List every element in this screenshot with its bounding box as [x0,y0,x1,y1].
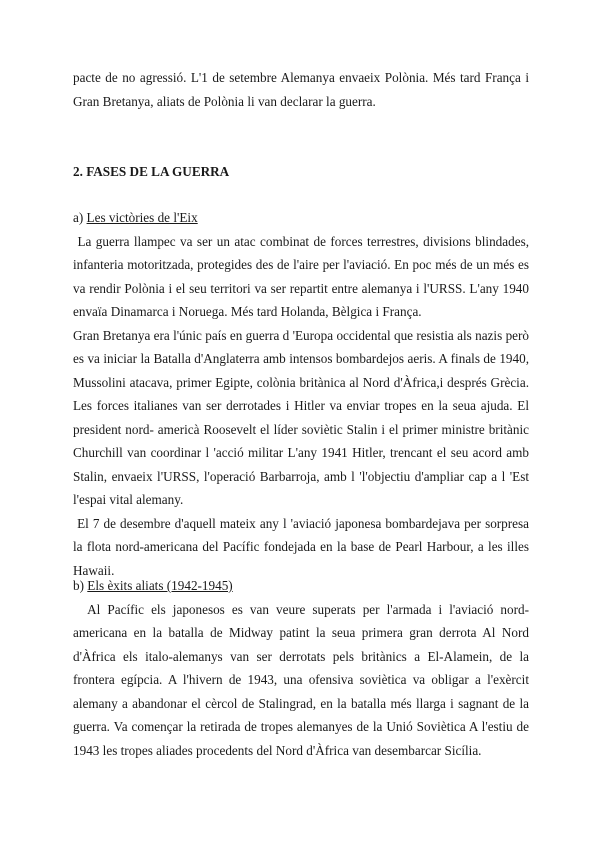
paragraph: La guerra llampec va ser un atac combinat de forces terrestres, divisions blindades, infanteria motoritzada, protegides des de l'aire per l'aviació. En poc més de un més es va rendir Polònia i el seu territori va ser repartit entre alemanya i l'URSS. L'any 1940 envaïa Dinamarca i Noruega. Més tard Holanda, Bèlgica i França. [73,233,533,319]
subsection-a [73,206,533,582]
section-heading: 2. FASES DE LA GUERRA [73,164,230,179]
subsection-b-title-line [73,574,529,598]
subsection-b-title: Els èxits aliats (1942-1945) [87,578,233,593]
subsection-a-title: Les victòries de l'Eix [86,210,198,225]
paragraph: Al Pacífic els japonesos es van veure superats per l'armada i l'aviació nord-americana en la batalla de Midway patint la seua primera gran derrota Al Nord d'Àfrica els italo-alemanys van ser derrotats pels britànics a El-Alamein, de la frontera egípcia. A l'hivern de 1943, una ofensiva soviètica va obligar a l'exèrcit alemany a abandonar el cèrcol de Stalingrad, en la batalla més llarga i sagnant de la guerra. Va començar la retirada de tropes alemanyes de la Unió Soviètica A l'estiu de 1943 les tropes aliades procedents del Nord d'Àfrica van desembarcar Sicília. [73,601,533,758]
subsection-b-prefix: b) [73,578,88,593]
paragraph: El 7 de desembre d'aquell mateix any l 'aviació japonesa bombardejava per sorpresa la flota nord-americana del Pacífic fondejada en la base de Pearl Harbour, a les illes Hawaii. [73,515,533,578]
subsection-a-prefix: a) [73,210,87,225]
intro-paragraph: pacte de no agressió. L'1 de setembre Alemanya envaeix Polònia. Més tard França i Gran Bretanya, aliats de Polònia li van declarar la guerra. [73,70,529,109]
subsection-a-title-line [73,206,529,230]
paragraph: Gran Bretanya era l'únic país en guerra d 'Europa occidental que resistia als nazis però es va iniciar la Batalla d'Anglaterra amb intensos bombardejos aeris. A finals de 1940, Mussolini atacava, primer Egipte, colònia britànica al Nord d'Àfrica,i després Grècia. Les forces italianes van ser derrotades i Hitler va enviar tropes en la seua ajuda. El president nord- americà Roosevelt el líder soviètic Stalin i el primer ministre britànic Churchill van coordinar l 'acció militar L'any 1941 Hitler, trencant el seu acord amb Stalin, envaeix l'URSS, l'operació Barbarroja, amb l 'l'objectiu d'ampliar cap a l 'Est l'espai vital alemany. [73,327,529,507]
subsection-b [73,574,533,762]
